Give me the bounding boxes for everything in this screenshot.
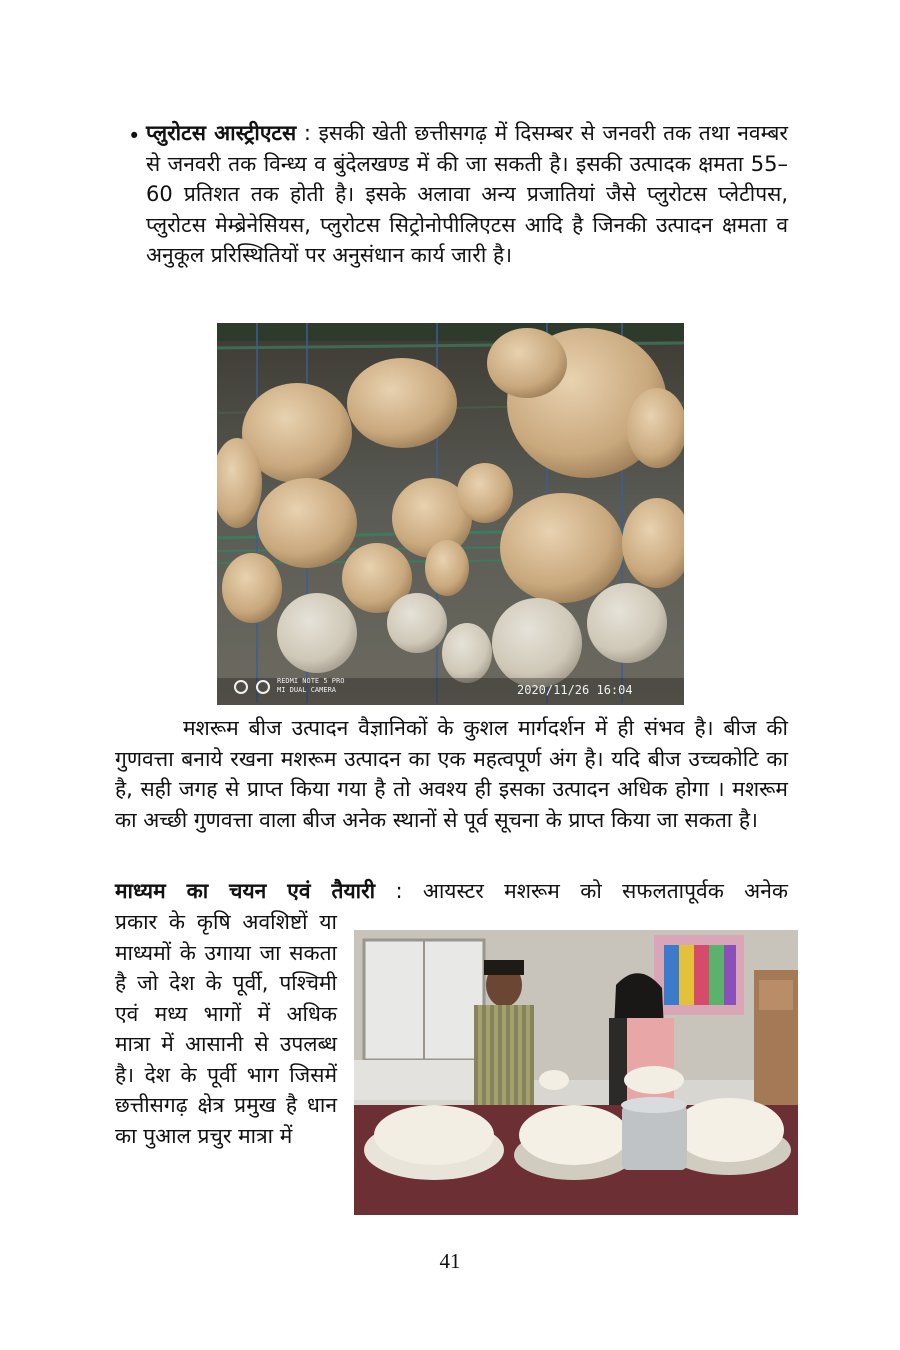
species-heading: प्लुरोटस आस्ट्रीएटस bbox=[146, 121, 297, 145]
seed-production-paragraph: मशरूम बीज उत्पादन वैज्ञानिकों के कुशल मार्गदर्शन में ही संभव है। बीज की गुणवत्ता बनाये रखना मशरूम उत्पादन का एक महत्वपूर्ण अंग है। यदि बीज उच्चकोटि का है, सही जगह से प्राप्त किया गया है तो अवश्य ही इसका उत्पादन अधिक होगा । मशरूम का अच्छी गुणवत्ता वाला बीज अनेक स्थानों से पूर्व सूचना के प्राप्त किया जा सकता है। bbox=[115, 716, 788, 832]
mushroom-bags-illustration bbox=[217, 323, 684, 705]
section-heading: माध्यम का चयन एवं तैयारी bbox=[115, 879, 376, 903]
hanging-mushroom-bags-photo bbox=[217, 323, 684, 705]
section-heading-line bbox=[115, 876, 788, 907]
photo-timestamp: 2020/11/26 16:04 bbox=[517, 683, 633, 697]
camera-model: REDMI NOTE 5 PRO bbox=[277, 677, 345, 685]
harvest-illustration bbox=[354, 930, 798, 1215]
bullet-marker: • bbox=[128, 124, 141, 148]
substrate-paragraph: प्रकार के कृषि अवशिष्टों या माध्यमों के उगाया जा सकता है जो देश के पूर्वी, पश्चिमी एवं मध्य भागों में अधिक मात्रा में आसानी से उपलब्ध है। देश के पूर्वी भाग जिसमें छत्तीसगढ़ क्षेत्र प्रमुख है धान का पुआल प्रचुर मात्रा में bbox=[115, 910, 337, 1148]
bullet-paragraph bbox=[146, 118, 788, 271]
camera-watermark bbox=[277, 677, 344, 695]
mushroom-harvest-photo bbox=[354, 930, 798, 1215]
species-description: : इसकी खेती छत्तीसगढ़ में दिसम्बर से जनवरी तक तथा नवम्बर से जनवरी तक विन्ध्य व बुंदेलखण्ड में की जा सकती है। इसकी उत्पादक क्षमता 55–60 प्रतिशत तक होती है। इसके अलावा अन्य प्रजातियां जैसे प्लुरोटस प्लेटीपस, प्लुरोटस मेम्ब्रेनेसियस, प्लुरोटस सिट्रोनोपीलिएटस आदि है जिनकी उत्पादन क्षमता व अनुकूल प्ररिस्थितियों पर अनुसंधान कार्य जारी है। bbox=[146, 121, 788, 267]
camera-type: MI DUAL CAMERA bbox=[277, 686, 337, 694]
page-number: 41 bbox=[439, 1249, 461, 1273]
section-intro: : आयस्टर मशरूम को सफलतापूर्वक अनेक bbox=[375, 879, 788, 903]
